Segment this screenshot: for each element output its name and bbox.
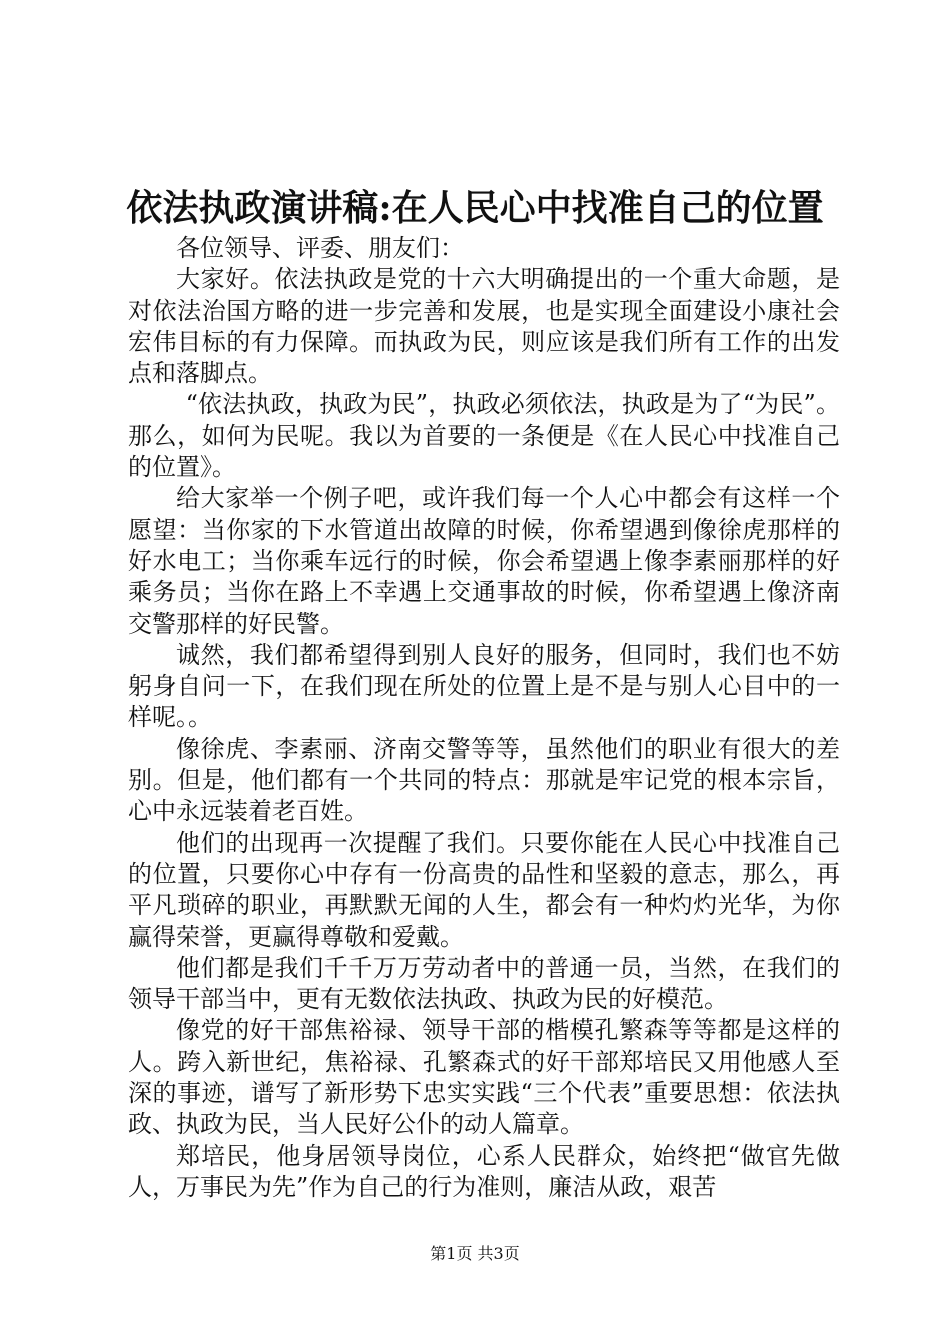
paragraph: 大家好。依法执政是党的十六大明确提出的一个重大命题，是对依法治国方略的进一步完善和发展，也是实现全面建设小康社会宏伟目标的有力保障。而执政为民，则应该是我们所有工作的出发点和落脚点。 bbox=[128, 265, 840, 388]
paragraph: 诚然，我们都希望得到别人良好的服务，但同时，我们也不妨躬身自问一下，在我们现在所处的位置上是不是与别人心目中的一样呢。。 bbox=[128, 640, 840, 732]
paragraph: 给大家举一个例子吧，或许我们每一个人心中都会有这样一个愿望：当你家的下水管道出故障的时候，你希望遇到像徐虎那样的好水电工；当你乘车远行的时候，你会希望遇上像李素丽那样的好乘务员；当你在路上不幸遇上交通事故的时候，你希望遇上像济南交警那样的好民警。 bbox=[128, 484, 840, 638]
page-number-footer: 第1页 共3页 bbox=[430, 1244, 520, 1263]
paragraph: 他们都是我们千千万万劳动者中的普通一员，当然，在我们的领导干部当中，更有无数依法执政、执政为民的好模范。 bbox=[128, 953, 840, 1014]
paragraph: 郑培民，他身居领导岗位，心系人民群众，始终把“做官先做人，万事民为先”作为自己的行为准则，廉洁从政，艰苦 bbox=[128, 1141, 840, 1201]
paragraph: 像徐虎、李素丽、济南交警等等，虽然他们的职业有很大的差别。但是，他们都有一个共同的特点：那就是牢记党的根本宗旨，心中永远装着老百姓。 bbox=[128, 734, 840, 826]
document-body bbox=[128, 233, 840, 1203]
paragraph: 像党的好干部焦裕禄、领导干部的楷模孔繁森等等都是这样的人。跨入新世纪，焦裕禄、孔繁森式的好干部郑培民又用他感人至深的事迹，谱写了新形势下忠实实践“三个代表”重要思想：依法执政、执政为民，当人民好公仆的动人篇章。 bbox=[128, 1016, 840, 1139]
paragraph: “依法执政，执政为民”，执政必须依法，执政是为了“为民”。那么，如何为民呢。我以为首要的一条便是《在人民心中找准自己的位置》。 bbox=[128, 390, 840, 482]
document-title: 依法执政演讲稿:在人民心中找准自己的位置 bbox=[126, 187, 824, 229]
paragraph: 他们的出现再一次提醒了我们。只要你能在人民心中找准自己的位置，只要你心中存有一份高贵的品性和坚毅的意志，那么，再平凡琐碎的职业，再默默无闻的人生，都会有一种灼灼光华，为你赢得荣誉，更赢得尊敬和爱戴。 bbox=[128, 828, 840, 951]
paragraph-salutation: 各位领导、评委、朋友们： bbox=[176, 234, 464, 262]
